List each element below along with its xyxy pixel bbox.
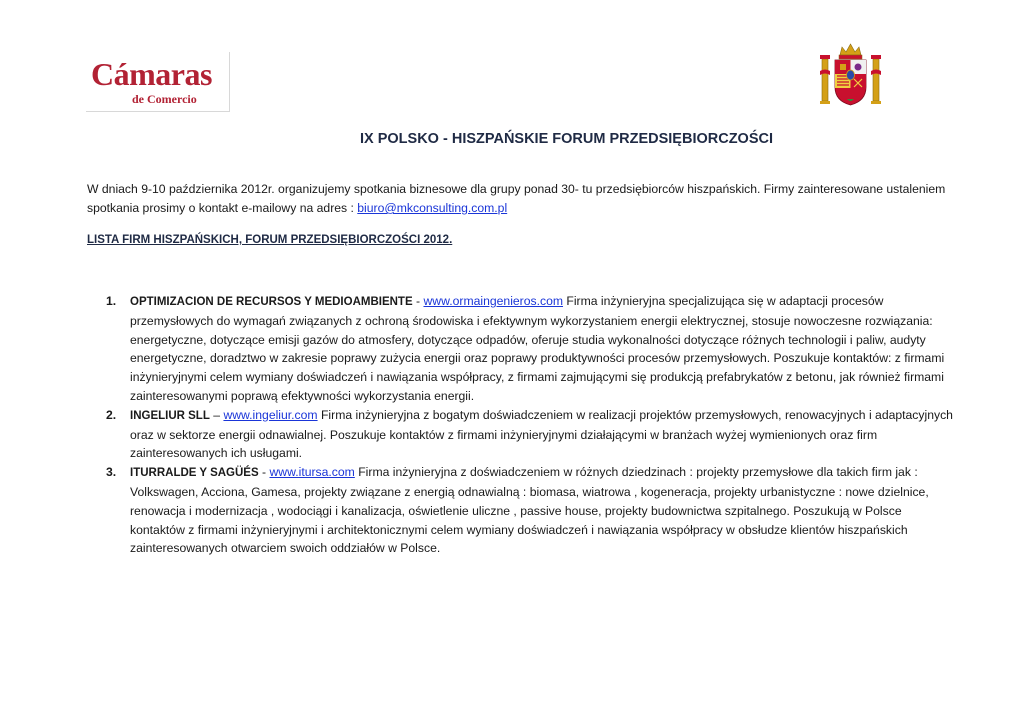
company-list [106, 292, 956, 558]
company-description: Firma inżynieryjna z bogatym doświadczeniem w realizacji projektów przemysłowych, renowacyjnych i adaptacyjnych oraz w sektorze energii odnawialnej. Poszukuje kontaktów z firmami inżynieryjnymi działającymi w branżach wyżej wymienionych oraz firm zainteresowanych ich usługami. [130, 407, 953, 461]
intro-text: W dniach 9-10 października 2012r. organizujemy spotkania biznesowe dla grupy ponad 30- tu przedsiębiorców hiszpańskich. Firmy zainteresowane ustaleniem spotkania prosimy o kontakt e-mailowy na adres : [87, 182, 946, 215]
intro-paragraph [87, 180, 947, 218]
separator: - [258, 465, 270, 480]
company-list-heading: LISTA FIRM HISZPAŃSKICH, FORUM PRZEDSIĘBIORCZOŚCI 2012. [87, 234, 453, 246]
list-item [106, 292, 956, 406]
company-name: ITURRALDE Y SAGÜÉS [130, 467, 259, 480]
camaras-logo [86, 52, 230, 112]
logo-main-text: Cámaras [91, 56, 212, 92]
list-item [106, 463, 956, 558]
company-name: INGELIUR SLL [130, 409, 210, 422]
company-website-link[interactable]: www.itursa.com [269, 465, 355, 480]
coat-of-arms-icon [818, 41, 883, 111]
separator: - [412, 294, 424, 308]
list-item [106, 406, 956, 463]
logo-sub-text: de Comercio [132, 92, 197, 106]
contact-email-link[interactable]: biuro@mkconsulting.com.pl [357, 201, 508, 215]
company-website-link[interactable]: www.ingeliur.com [223, 407, 318, 422]
company-description: Firma inżynieryjna z doświadczeniem w różnych dziedzinach : projekty przemysłowe dla takich firm jak : Volkswagen, Acciona, Gamesa, projekty związane z energią odnawialną : biomasa, wiatrowa , kogeneracja, projekty urbanistyczne : nowe dzielnice, renowacja i modernizacja , wodociągi i kanalizacja, oświetlenie uliczne , passive house, projekty budownictwa szpitalnego. Poszukują w Polsce kontaktów z firmami inżynieryjnymi i architektonicznymi celem wymiany doświadczeń i nawiązania współpracy w obsłudze klientów hiszpańskich zainteresowanych otwarciem swoich oddziałów w Polsce. [130, 465, 929, 556]
separator: – [209, 407, 224, 422]
company-description: Firma inżynieryjna specjalizująca się w adaptacji procesów przemysłowych do wymagań związanych z ochroną środowiska i efektywnym wykorzystaniem energii elektrycznej, stosuje nowoczesne rozwiązania: energetyczne, dotyczące emisji gazów do atmosfery, dotyczące odpadów, oferuje studia wykonalności dotyczące różnych technologii i paliw, audyty energetyczne, doradztwo w zakresie poprawy zużycia energii oraz poprawy produktywności procesów przemysłowych. Poszukuje kontaktów: z firmami inżynieryjnymi celem wymiany doświadczeń i nawiązania współpracy, z firmami zajmującymi się produkcją prefabrykatów z betonu, jak również firmami zainteresowanymi poprawą efektywności wykorzystania energii. [130, 294, 945, 403]
list-item-number: 3. [106, 465, 117, 480]
list-item-number: 2. [106, 407, 117, 422]
list-item-number: 1. [106, 294, 117, 308]
company-name: OPTIMIZACION DE RECURSOS Y MEDIOAMBIENTE [130, 296, 413, 308]
company-website-link[interactable]: www.ormaingenieros.com [423, 294, 564, 308]
page-title: IX POLSKO - HISZPAŃSKIE FORUM PRZEDSIĘBIORCZOŚCI [360, 131, 774, 147]
